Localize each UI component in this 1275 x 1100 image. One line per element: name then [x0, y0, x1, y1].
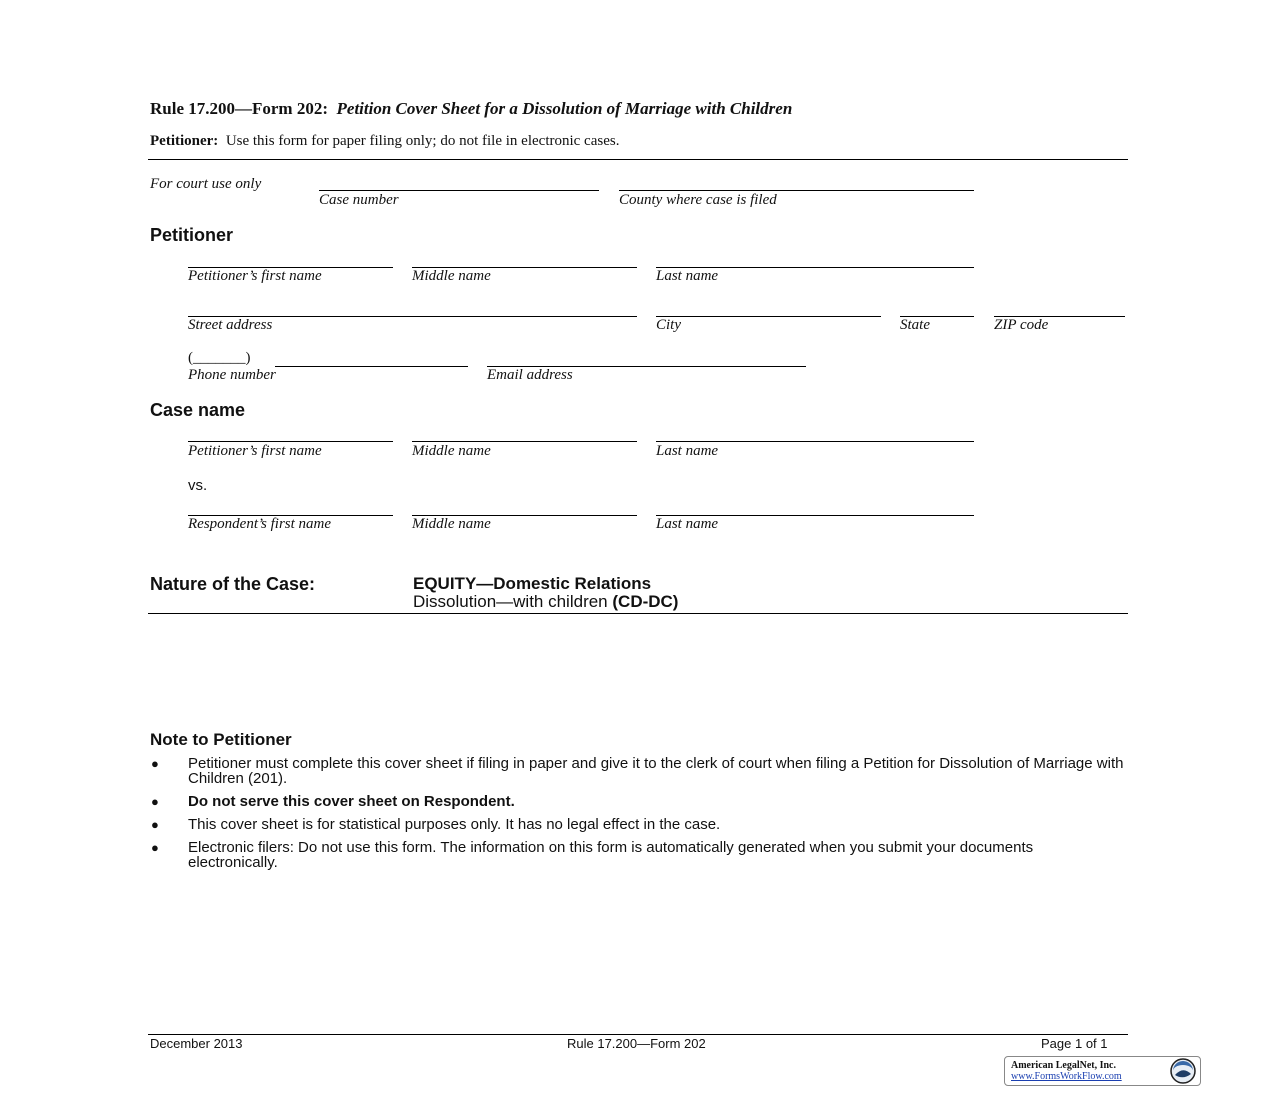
zip-caption: ZIP code: [994, 317, 1049, 333]
footer-page: Page 1 of 1: [1041, 1036, 1108, 1051]
header-divider: [148, 159, 1128, 160]
note-item-text: Petitioner must complete this cover sheet if filing in paper and give it to the clerk of court when filing a Petition for Dissolution of Marriage with Children (201).: [188, 755, 1124, 787]
note-item: [150, 794, 1125, 809]
footer-date: December 2013: [150, 1036, 243, 1051]
petitioner-instructions-text: Use this form for paper filing only; do not file in electronic cases.: [225, 133, 620, 149]
respondent-last-caption: Last name: [656, 516, 719, 532]
phone-field[interactable]: [275, 366, 468, 367]
bullet-icon: ●: [151, 794, 159, 809]
logo-url-link[interactable]: www.FormsWorkFlow.com: [1011, 1071, 1122, 1082]
logo-company: American LegalNet, Inc.: [1011, 1060, 1116, 1071]
email-caption: Email address: [487, 367, 573, 383]
court-use-label: For court use only: [150, 176, 262, 192]
petitioner-instructions: [150, 133, 619, 150]
nature-details: [413, 575, 678, 611]
note-item: [150, 756, 1125, 786]
note-list: [150, 756, 1125, 878]
versus-label: vs.: [188, 477, 208, 494]
nature-label: Nature of the Case:: [150, 574, 316, 594]
globe-icon: [1170, 1058, 1196, 1084]
case-petitioner-first-field[interactable]: [188, 441, 393, 442]
bullet-icon: ●: [151, 840, 159, 855]
county-caption: County where case is filed: [619, 192, 777, 208]
case-petitioner-middle-field[interactable]: [412, 441, 637, 442]
bullet-icon: ●: [151, 756, 159, 771]
nature-subtype-line: [413, 593, 678, 611]
footer-divider: [148, 1034, 1128, 1035]
nature-divider: [148, 613, 1128, 614]
nature-code: (CD-DC): [612, 592, 679, 611]
respondent-first-caption: Respondent’s first name: [188, 516, 332, 532]
petitioner-last-name-caption: Last name: [656, 268, 719, 284]
petitioner-heading: Petitioner: [150, 225, 234, 245]
petitioner-instructions-label: Petitioner:: [150, 133, 219, 149]
city-caption: City: [656, 317, 681, 333]
note-item-text: Electronic filers: Do not use this form. The information on this form is automatically generated when you submit your documents electronically.: [188, 839, 1034, 871]
form-title: [150, 99, 792, 119]
form-name: Petition Cover Sheet for a Dissolution of Marriage with Children: [336, 99, 793, 118]
case-petitioner-middle-caption: Middle name: [412, 443, 491, 459]
case-number-field[interactable]: [319, 190, 599, 191]
bullet-icon: ●: [151, 817, 159, 832]
case-name-heading: Case name: [150, 400, 246, 420]
phone-caption: Phone number: [188, 367, 276, 383]
rule-number: Rule 17.200—Form 202:: [150, 99, 329, 118]
petitioner-middle-name-caption: Middle name: [412, 268, 491, 284]
street-address-caption: Street address: [188, 317, 273, 333]
case-number-caption: Case number: [319, 192, 399, 208]
note-item-text: Do not serve this cover sheet on Respondent.: [188, 793, 515, 810]
note-item: [150, 817, 1125, 832]
petitioner-first-name-caption: Petitioner’s first name: [188, 268, 322, 284]
note-item: [150, 840, 1125, 870]
phone-area-code[interactable]: (_______): [188, 350, 251, 366]
note-heading: Note to Petitioner: [150, 730, 292, 749]
city-field[interactable]: [656, 316, 881, 317]
note-item-text: This cover sheet is for statistical purposes only. It has no legal effect in the case.: [188, 816, 721, 833]
state-caption: State: [900, 317, 930, 333]
respondent-middle-caption: Middle name: [412, 516, 491, 532]
case-petitioner-last-caption: Last name: [656, 443, 719, 459]
nature-category: EQUITY—Domestic Relations: [413, 574, 652, 593]
county-field[interactable]: [619, 190, 974, 191]
legalnet-logo[interactable]: [1004, 1056, 1201, 1086]
footer-form: Rule 17.200—Form 202: [567, 1036, 706, 1051]
case-petitioner-last-field[interactable]: [656, 441, 974, 442]
case-petitioner-first-caption: Petitioner’s first name: [188, 443, 322, 459]
nature-subtype: Dissolution—with children: [413, 592, 608, 611]
